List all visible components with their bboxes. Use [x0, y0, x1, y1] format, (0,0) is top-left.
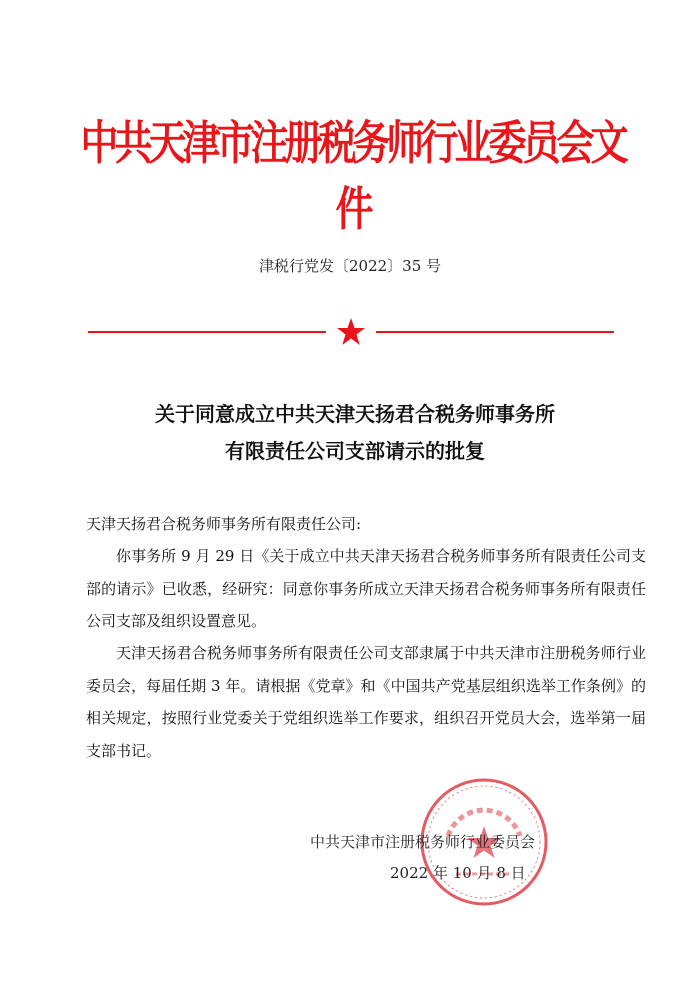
title-line-2: 有限责任公司支部请示的批复	[225, 439, 485, 463]
divider-line-left	[88, 331, 326, 333]
body-paragraph-1: 你事务所 9 月 29 日《关于成立中共天津天扬君合税务师事务所有限责任公司支部的请示》已收悉，经研究：同意你事务所成立天津天扬君合税务师事务所有限责任公司支部及组织设置意见。	[86, 547, 646, 630]
document-number: 津税行党发〔2022〕35 号	[258, 257, 442, 275]
signature-date: 2022 年 10 月 8 日	[390, 864, 526, 882]
star-icon	[336, 317, 366, 347]
document-title	[95, 396, 615, 470]
title-line-1: 关于同意成立中共天津天扬君合税务师事务所	[155, 402, 555, 426]
divider-line-right	[376, 331, 614, 333]
body-paragraph-2: 天津天扬君合税务师事务所有限责任公司支部隶属于中共天津市注册税务师行业委员会，每届任期 3 年。请根据《党章》和《中国共产党基层组织选举工作条例》的相关规定，按照行业党委关于党组织选举工作要求，组织召开党员大会，选举第一届支部书记。	[86, 644, 646, 760]
masthead-title: 中共天津市注册税务师行业委员会文件	[80, 114, 625, 236]
addressee: 天津天扬君合税务师事务所有限责任公司:	[86, 515, 362, 533]
signature-organization: 中共天津市注册税务师行业委员会	[310, 833, 536, 851]
